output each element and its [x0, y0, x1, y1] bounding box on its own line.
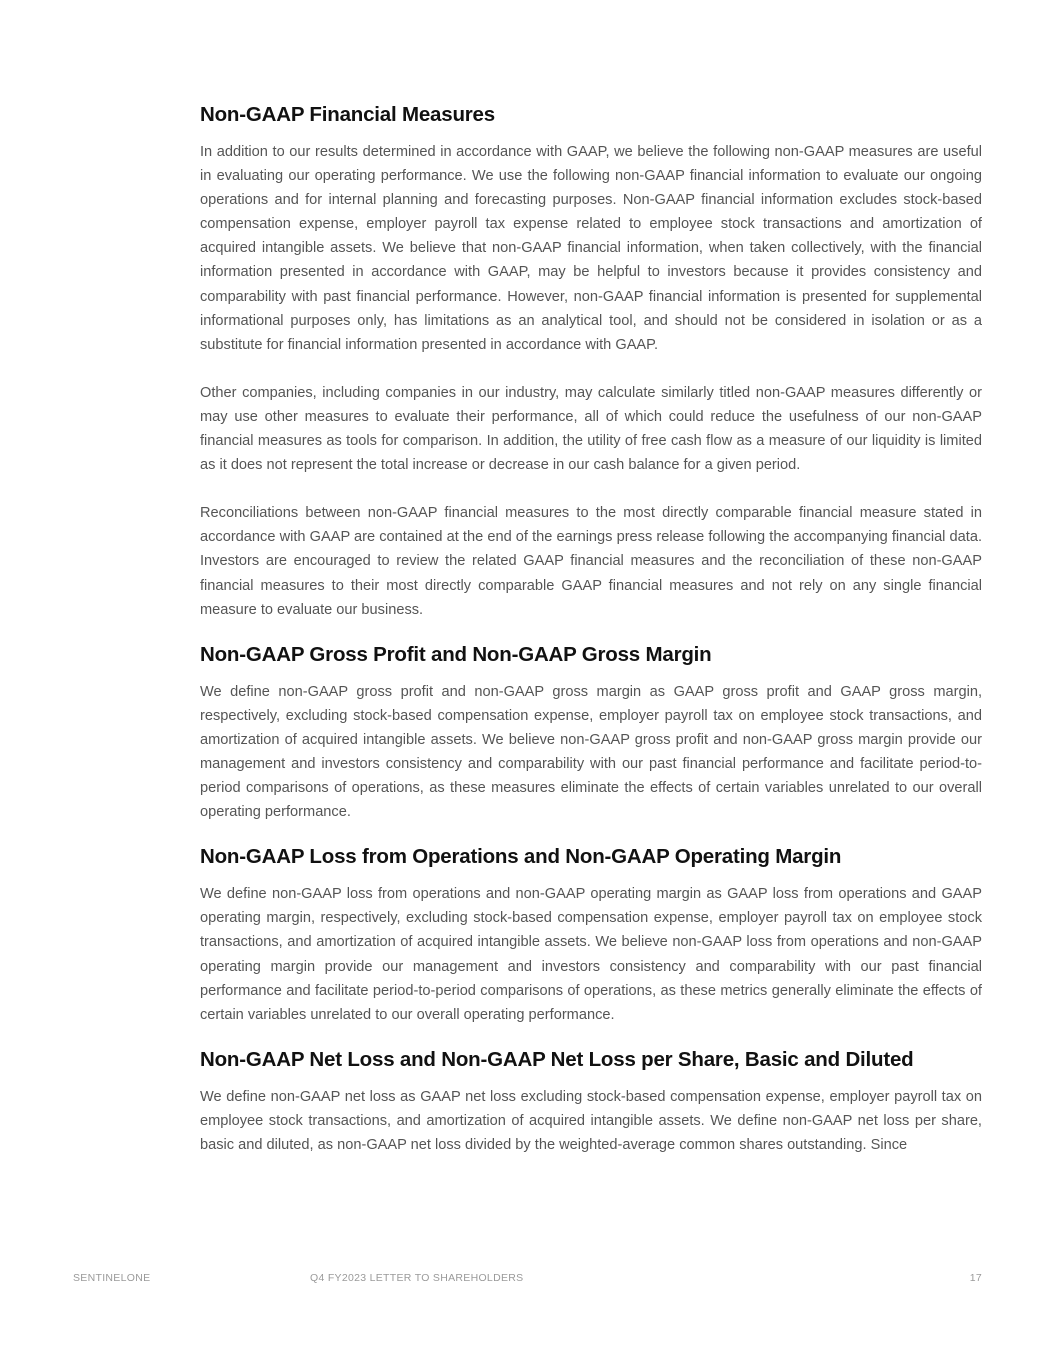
section-heading: Non-GAAP Gross Profit and Non-GAAP Gross Margin [200, 642, 712, 666]
page-content [200, 100, 982, 1157]
body-paragraph: We define non-GAAP gross profit and non-GAAP gross margin as GAAP gross profit and GAAP gross margin, respectively, excluding stock-based compensation expense, employer payroll tax on employee stock transactions, and amortization of acquired intangible assets. We believe non-GAAP gross profit and non-GAAP gross margin provide our management and investors consistency and comparability with our past financial performance and facilitate period-to-period comparisons of operations, as these measures eliminate the effects of certain variables unrelated to our overall operating performance. [200, 683, 982, 821]
footer-company: SENTINELONE [73, 1272, 151, 1284]
section-non-gaap-financial-measures [200, 100, 982, 622]
body-paragraph: Other companies, including companies in our industry, may calculate similarly titled non-GAAP measures differently or may use other measures to evaluate their performance, all of which could reduce the usefulness of our non-GAAP financial measures as tools for comparison. In addition, the utility of free cash flow as a measure of our liquidity is limited as it does not represent the total increase or decrease in our cash balance for a given period. [200, 384, 982, 474]
section-gross-profit-margin [200, 640, 982, 825]
footer-page-number: 17 [969, 1272, 982, 1284]
body-paragraph: We define non-GAAP loss from operations and non-GAAP operating margin as GAAP loss from operations and GAAP operating margin, respectively, excluding stock-based compensation expense, employer payroll tax on employee stock transactions, and amortization of acquired intangible assets. We believe non-GAAP loss from operations and non-GAAP operating margin provide our management and investors consistency and comparability with our past financial performance and facilitate period-to-period comparisons of operations, as these metrics generally eliminate the effects of certain variables unrelated to our overall operating performance. [200, 886, 982, 1023]
footer-document-title: Q4 FY2023 LETTER TO SHAREHOLDERS [310, 1272, 524, 1284]
section-loss-from-operations [200, 842, 982, 1027]
body-paragraph: We define non-GAAP net loss as GAAP net loss excluding stock-based compensation expense, employer payroll tax on employee stock transactions, and amortization of acquired intangible assets. We define non-GAAP net loss per share, basic and diluted, as non-GAAP net loss divided by the weighted-average common shares outstanding. Since [200, 1088, 982, 1153]
section-net-loss-per-share [200, 1045, 982, 1157]
section-heading: Non-GAAP Financial Measures [200, 103, 495, 126]
body-paragraph: In addition to our results determined in accordance with GAAP, we believe the following non-GAAP measures are useful in evaluating our operating performance. We use the following non-GAAP financial information to evaluate our ongoing operations and for internal planning and forecasting purposes. Non-GAAP financial information excludes stock-based compensation expense, employer payroll tax expense related to employee stock transactions and amortization of acquired intangible assets. We believe that non-GAAP financial information, when taken collectively, with the financial information presented in accordance with GAAP, may be helpful to investors because it provides consistency and comparability with past financial performance. However, non-GAAP financial information is presented for supplemental informational purposes only, has limitations as an analytical tool, and should not be considered in isolation or as a substitute for financial information presented in accordance with GAAP. [200, 144, 982, 353]
section-heading: Non-GAAP Loss from Operations and Non-GAAP Operating Margin [200, 845, 842, 869]
body-paragraph: Reconciliations between non-GAAP financial measures to the most directly comparable financial measure stated in accordance with GAAP are contained at the end of the earnings press release following the accompanying financial data. Investors are encouraged to review the related GAAP financial measures and the reconciliation of these non-GAAP financial measures to their most directly comparable GAAP financial measures and not rely on any single financial measure to evaluate our business. [200, 505, 982, 618]
section-heading: Non-GAAP Net Loss and Non-GAAP Net Loss per Share, Basic and Diluted [200, 1047, 914, 1071]
